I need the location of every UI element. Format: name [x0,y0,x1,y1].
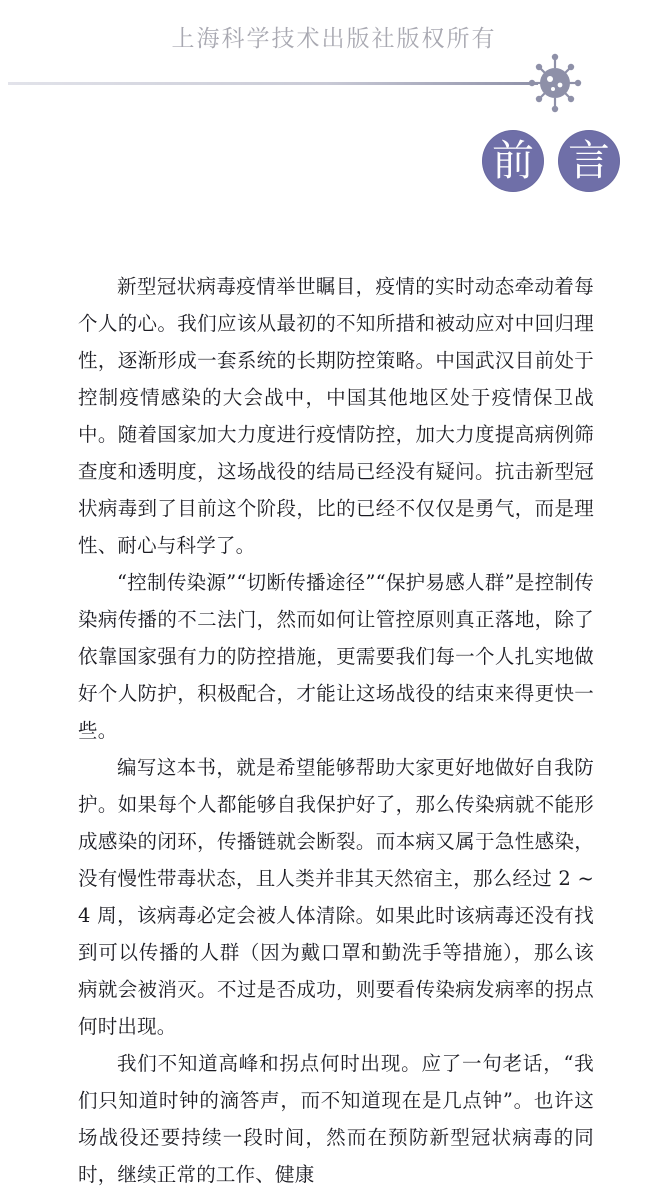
paragraph: “控制传染源”“切断传播途径”“保护易感人群”是控制传染病传播的不二法门，然而如何让管控原则真正落地，除了依靠国家强有力的防控措施，更需要我们每一个人扎实地做好个人防护，积极配合，才能让这场战役的结束来得更快一些。 [78,571,594,742]
title-char-2: 言 [558,130,620,192]
body-text [78,268,594,1193]
page-title [482,130,620,192]
paragraph: 编写这本书，就是希望能够帮助大家更好地做好自我防护。如果每个人都能够自我保护好了，那么传染病就不能形成感染的闭环，传播链就会断裂。而本病又属于急性感染，没有慢性带毒状态，且人类并非其天然宿主，那么经过 2 ~ 4 周，该病毒必定会被人体清除。如果此时该病毒还没有找到可以传播的人群（因为戴口罩和勤洗手等措施），那么该病就会被消灭。不过是否成功，则要看传染病发病率的拐点何时出现。 [78,756,594,1038]
paragraph: 我们不知道高峰和拐点何时出现。应了一句老话，“我们只知道时钟的滴答声，而不知道现在是几点钟”。也许这场战役还要持续一段时间，然而在预防新型冠状病毒的同时，继续正常的工作、健康 [78,1052,594,1186]
header-divider [8,82,538,85]
title-char-1: 前 [482,130,544,192]
virus-icon [520,52,590,114]
publisher-watermark: 上海科学技术出版社版权所有 [171,26,497,52]
paragraph: 新型冠状病毒疫情举世瞩目，疫情的实时动态牵动着每个人的心。我们应该从最初的不知所措和被动应对中回归理性，逐渐形成一套系统的长期防控策略。中国武汉目前处于控制疫情感染的大会战中，中国其他地区处于疫情保卫战中。随着国家加大力度进行疫情防控，加大力度提高病例筛查度和透明度，这场战役的结局已经没有疑问。抗击新型冠状病毒到了目前这个阶段，比的已经不仅仅是勇气，而是理性、耐心与科学了。 [78,275,594,557]
